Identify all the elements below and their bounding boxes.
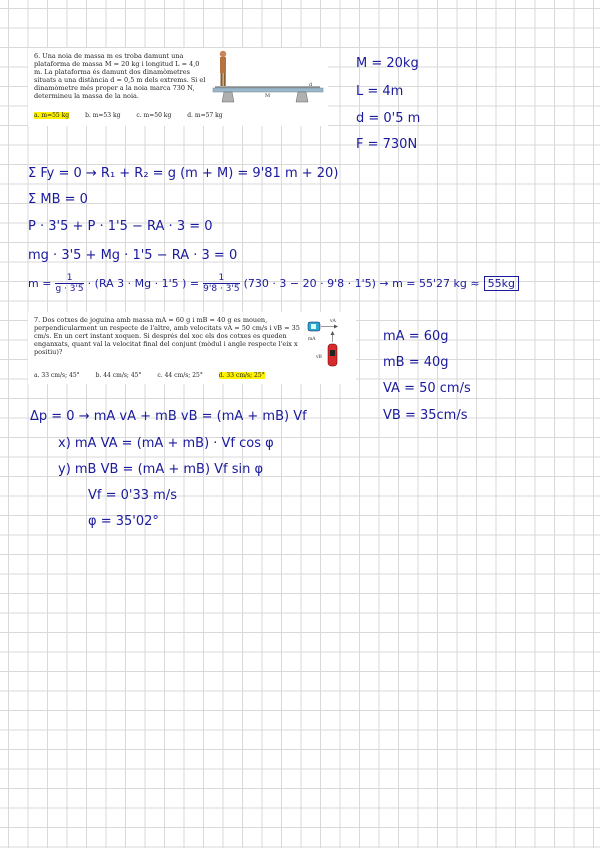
option-b: b. m=53 kg: [85, 112, 121, 119]
work-7-line-1: Δp = 0 → mA vA + mB vB = (mA + mB) Vf: [30, 409, 307, 424]
problem-7-box: [28, 312, 356, 384]
work-7-line-3: y) mB VB = (mA + mB) Vf sin φ: [58, 462, 264, 477]
work-7-line-4: Vf = 0'33 m/s: [88, 488, 177, 503]
result-lhs: m =: [28, 277, 52, 290]
work-6-line-3: P · 3'5 + P · 1'5 − RA · 3 = 0: [28, 219, 213, 234]
label-d: d: [309, 82, 313, 88]
option-d: d. m=57 kg: [187, 112, 223, 119]
result-answer: 55kg: [484, 276, 519, 291]
fraction-2: [203, 273, 239, 294]
problem-7-text: 7. Dos cotxes de joguina amb massa mA = 60 g i mB = 40 g es mouen, perpendicularment un respecte de l'altre, amb velocitats vA = 50 cm/s i vB = 35 cm/s. En un cert instant xoquen. Si després del xoc els dos cotxes es queden enganxats, quant val la velocitat final del conjunt (mòdul i angle respecte l'eix x positiu)?: [34, 316, 300, 356]
problem-6-options: [34, 112, 237, 119]
data-6-f: F = 730N: [356, 137, 418, 152]
work-6-line-4: mg · 3'5 + Mg · 1'5 − RA · 3 = 0: [28, 248, 238, 263]
option-d: d. 33 cm/s; 25°: [218, 372, 265, 379]
result-mid: · (RA 3 · Mg · 1'5 ) =: [87, 277, 200, 290]
label-va: vA: [330, 319, 336, 324]
dynamometer-right: [296, 92, 308, 102]
data-7-vb: VB = 35cm/s: [383, 408, 468, 423]
problem-7-options: [34, 372, 279, 379]
data-6-l: L = 4m: [356, 84, 404, 99]
fraction-2-num: 1: [218, 273, 225, 283]
data-6-d: d = 0'5 m: [356, 111, 421, 126]
label-M: M: [265, 93, 271, 99]
data-7-va: VA = 50 cm/s: [383, 381, 471, 396]
fraction-2-den: 9'8 · 3'5: [203, 284, 240, 294]
fraction-1-num: 1: [66, 273, 73, 283]
girl-figure: [220, 51, 226, 86]
car-a: [308, 322, 320, 331]
work-7-line-2: x) mA VA = (mA + mB) · Vf cos φ: [58, 436, 274, 451]
option-c: c. m=50 kg: [136, 112, 172, 119]
option-c: c. 44 cm/s; 25°: [157, 372, 203, 379]
option-a: a. 33 cm/s; 45°: [34, 372, 80, 379]
problem-6-text: 6. Una noia de massa m es troba damunt una plataforma de massa M = 20 kg i longitud L = 4,0 m. La plataforma és damunt dos dinamòmetres situats a una distància d = 0,5 m dels extrems. Si el dinamòmetre més proper a la noia marca 730 N, determineu la massa de la noia.: [34, 52, 206, 100]
data-7-ma: mA = 60g: [383, 329, 449, 344]
work-6-line-2: Σ MB = 0: [28, 192, 88, 207]
data-6-m: M = 20kg: [356, 56, 419, 71]
work-6-line-1: Σ Fy = 0 → R₁ + R₂ = g (m + M) = 9'81 m + 20): [28, 166, 339, 181]
data-7-mb: mB = 40g: [383, 355, 449, 370]
work-7-line-5: φ = 35'02°: [88, 514, 159, 529]
fraction-1: [55, 273, 83, 294]
cars-figure: [306, 314, 354, 378]
problem-6-box: [28, 48, 328, 126]
label-vb: vB: [316, 355, 322, 360]
platform-bar: [213, 88, 323, 92]
option-a: a. m=55 kg: [34, 112, 70, 119]
work-6-result: [28, 273, 519, 294]
result-rest: (730 · 3 − 20 · 9'8 · 1'5) → m = 55'27 kg ≈: [243, 277, 480, 290]
platform-figure: [210, 48, 325, 108]
fraction-1-den: g · 3'5: [55, 284, 84, 294]
car-b: [328, 344, 337, 366]
option-b: b. 44 cm/s; 45°: [95, 372, 142, 379]
dynamometer-left: [222, 92, 234, 102]
label-ma: mA: [308, 337, 316, 342]
